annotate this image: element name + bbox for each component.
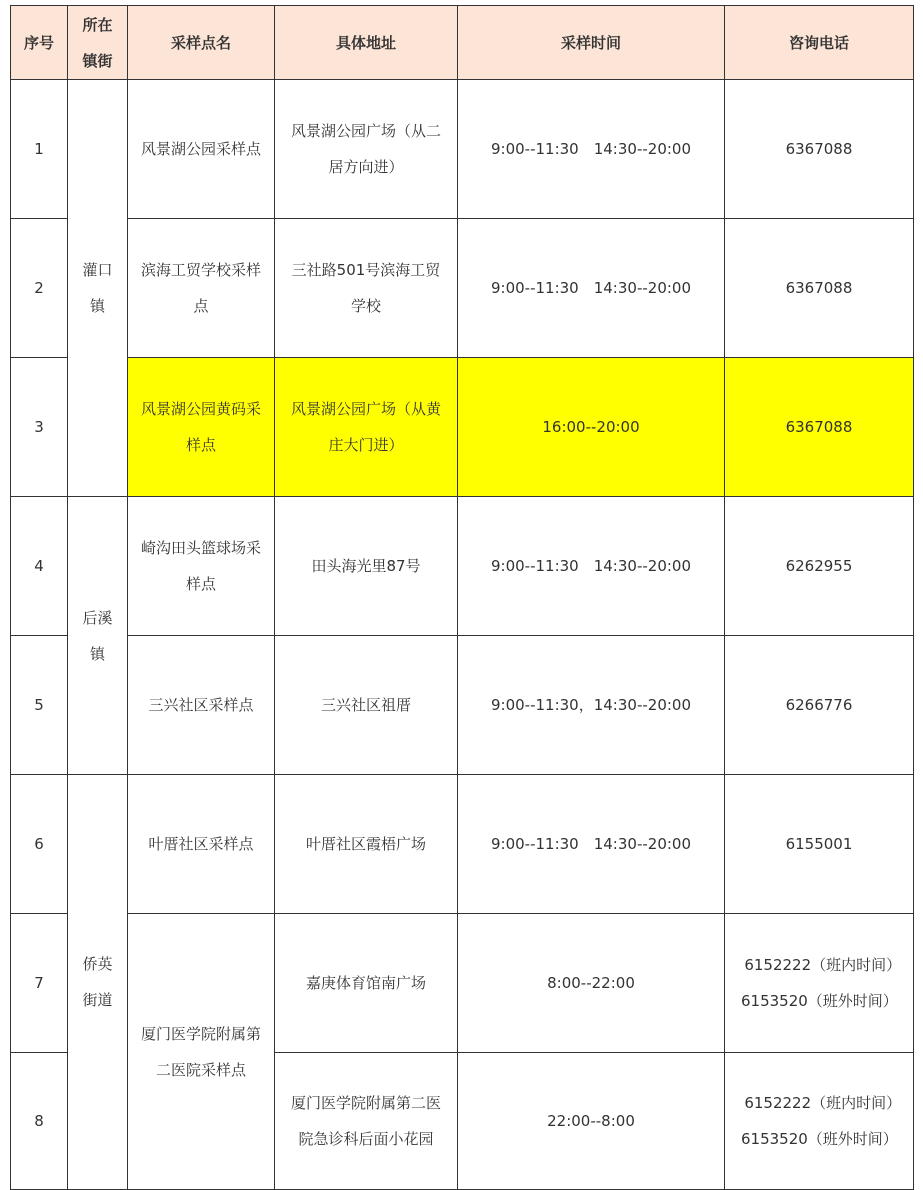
table-row-highlighted: [11, 358, 914, 497]
site-name: 风景湖公园黄码采样点: [128, 358, 275, 497]
town-cell: 侨英街道: [68, 775, 128, 1190]
header-no: 序号: [11, 6, 68, 80]
row-no: 7: [11, 914, 68, 1053]
phone: 6367088: [725, 358, 914, 497]
site-name: 滨海工贸学校采样点: [128, 219, 275, 358]
phone: 6266776: [725, 636, 914, 775]
row-no: 2: [11, 219, 68, 358]
header-phone: 咨询电话: [725, 6, 914, 80]
site-name: 风景湖公园采样点: [128, 80, 275, 219]
table-row: [11, 497, 914, 636]
sampling-time: 9:00--11:30 14:30--20:00: [458, 775, 725, 914]
site-name: 三兴社区采样点: [128, 636, 275, 775]
table-row: [11, 914, 914, 1053]
sampling-time: 9:00--11:30 14:30--20:00: [458, 497, 725, 636]
phone: 6367088: [725, 80, 914, 219]
sampling-sites-table: [10, 5, 914, 1190]
sampling-time: 8:00--22:00: [458, 914, 725, 1053]
phone: 6367088: [725, 219, 914, 358]
header-time: 采样时间: [458, 6, 725, 80]
sampling-time: 22:00--8:00: [458, 1053, 725, 1190]
site-address: 三兴社区祖厝: [275, 636, 458, 775]
header-town: 所在镇街: [68, 6, 128, 80]
table-row: [11, 219, 914, 358]
phone: 6155001: [725, 775, 914, 914]
header-site: 采样点名: [128, 6, 275, 80]
town-cell: 后溪镇: [68, 497, 128, 775]
table-row: [11, 636, 914, 775]
site-name: 叶厝社区采样点: [128, 775, 275, 914]
site-name: 崎沟田头篮球场采样点: [128, 497, 275, 636]
phone: 6152222（班内时间）6153520（班外时间）: [725, 914, 914, 1053]
town-cell: 灌口镇: [68, 80, 128, 497]
phone: 6152222（班内时间）6153520（班外时间）: [725, 1053, 914, 1190]
site-address: 风景湖公园广场（从二居方向进）: [275, 80, 458, 219]
phone: 6262955: [725, 497, 914, 636]
table-row: [11, 775, 914, 914]
sampling-time: 16:00--20:00: [458, 358, 725, 497]
sampling-time: 9:00--11:30，14:30--20:00: [458, 636, 725, 775]
site-address: 嘉庚体育馆南广场: [275, 914, 458, 1053]
site-address: 厦门医学院附属第二医院急诊科后面小花园: [275, 1053, 458, 1190]
table-header-row: [11, 6, 914, 80]
site-address: 田头海光里87号: [275, 497, 458, 636]
site-address: 叶厝社区霞梧广场: [275, 775, 458, 914]
site-address: 风景湖公园广场（从黄庄大门进）: [275, 358, 458, 497]
table-row: [11, 80, 914, 219]
site-address: 三社路501号滨海工贸学校: [275, 219, 458, 358]
row-no: 1: [11, 80, 68, 219]
row-no: 4: [11, 497, 68, 636]
row-no: 3: [11, 358, 68, 497]
sampling-time: 9:00--11:30 14:30--20:00: [458, 80, 725, 219]
row-no: 8: [11, 1053, 68, 1190]
site-name: 厦门医学院附属第二医院采样点: [128, 914, 275, 1190]
header-address: 具体地址: [275, 6, 458, 80]
sampling-time: 9:00--11:30 14:30--20:00: [458, 219, 725, 358]
row-no: 5: [11, 636, 68, 775]
row-no: 6: [11, 775, 68, 914]
